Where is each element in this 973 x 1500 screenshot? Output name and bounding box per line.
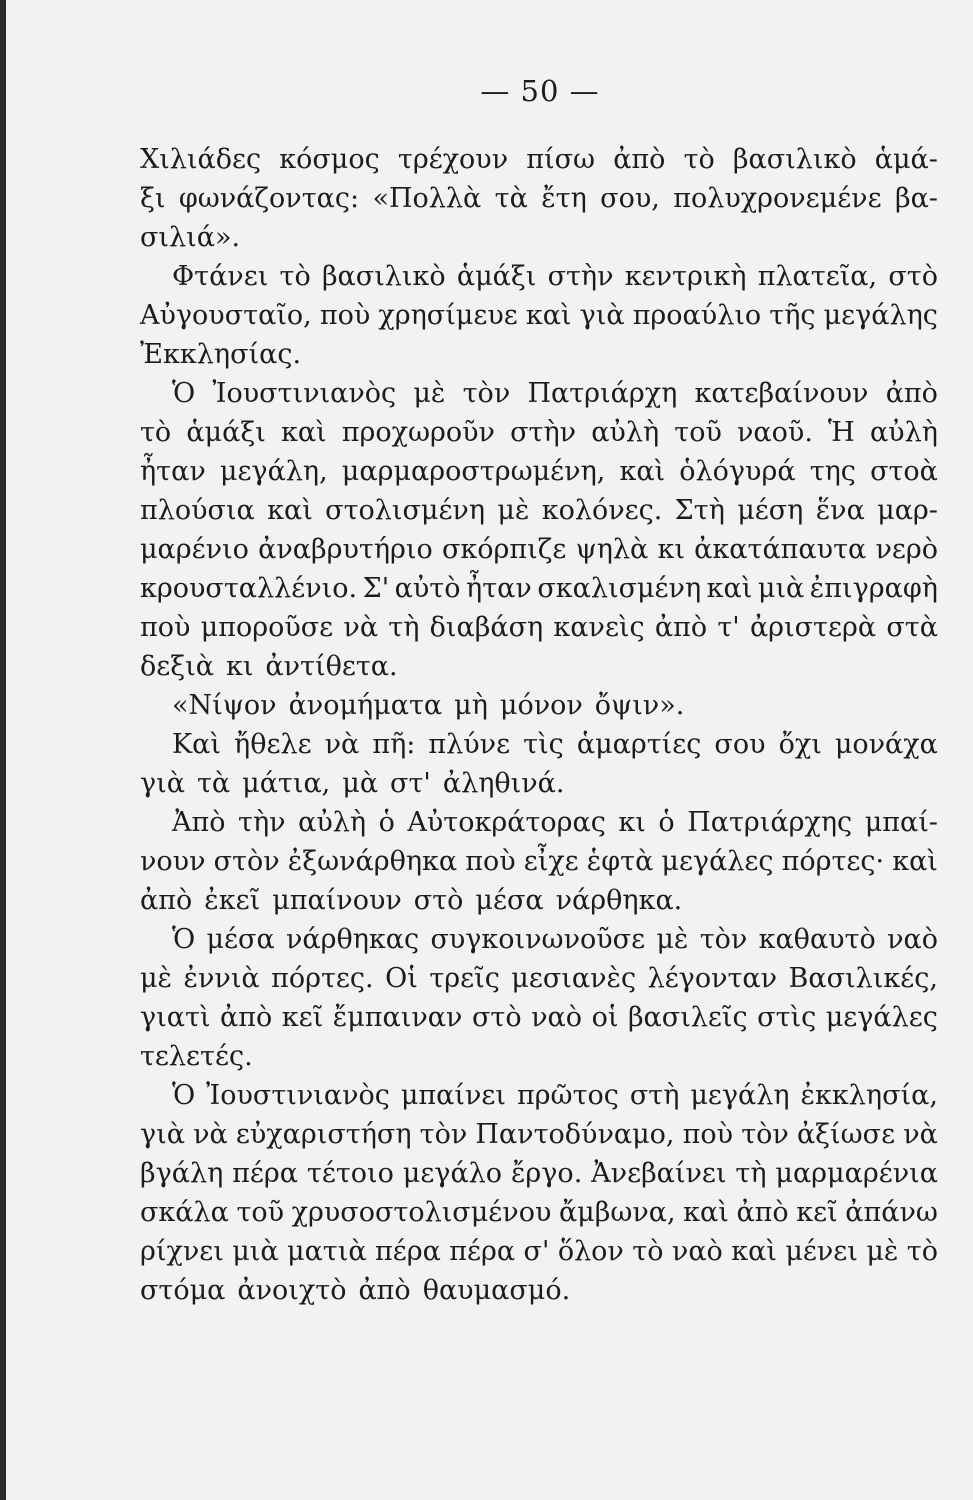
word: δεξιὰ [140, 651, 214, 682]
text-line [140, 803, 938, 843]
text-line [140, 413, 938, 453]
text-line [140, 1193, 938, 1233]
word: Αὐτοκράτορας [407, 807, 606, 838]
word: κατεβαίνουν [694, 378, 869, 409]
word: τέτοιο [306, 1158, 394, 1189]
word: σκόρπιζε [441, 534, 567, 565]
word: στὴν [510, 417, 577, 448]
word: πόρτες· [781, 846, 885, 877]
word: χρησίμευε [378, 300, 518, 331]
text-line [140, 335, 938, 375]
word: Φτάνει [172, 261, 269, 292]
word: τοῦ [674, 417, 722, 448]
word: ἀπὸ [736, 1197, 789, 1228]
word: μὲ [413, 378, 446, 409]
word: Ἐκκλησίας. [140, 339, 302, 370]
word: τὴν [238, 807, 286, 838]
text-line [140, 530, 938, 570]
text-line [140, 1115, 938, 1155]
word: γιὰ [579, 300, 625, 331]
word: ἀπὸ [220, 1002, 273, 1033]
word: πέρα [232, 1158, 299, 1189]
word: μόνον [499, 690, 583, 721]
word: κεντρικὴ [624, 261, 747, 292]
word: πρῶτος [516, 1080, 619, 1111]
word: της [809, 456, 856, 487]
word: μάτια, [242, 768, 331, 799]
word: συγκοινωνοῦσε [430, 924, 646, 955]
word: ἁμάξι [186, 417, 266, 448]
text-line [140, 491, 938, 531]
word: ποὺ [319, 300, 371, 331]
word: στόμα [140, 1275, 226, 1306]
word: τ' [717, 612, 740, 643]
word: σου [714, 729, 766, 760]
word: ναὸ [671, 1236, 723, 1267]
word: νερὸ [875, 534, 938, 565]
text-line [140, 179, 938, 219]
word: μεγάλες [825, 1002, 938, 1033]
word: ὅλον [557, 1236, 624, 1267]
word: μεγάλες [661, 846, 774, 877]
word: στὸν [213, 846, 280, 877]
word: τὸν [699, 924, 748, 955]
word: ἀπὸ [613, 144, 666, 175]
word: καὶ [267, 495, 313, 526]
word: αὐλὴ [591, 417, 660, 448]
word: ἀναβρυτήριο [258, 534, 433, 565]
text-line [140, 725, 938, 765]
word: μὲ [656, 924, 689, 955]
word: ποὺ [465, 846, 516, 877]
word: τὸν [462, 378, 511, 409]
word: στολισμένη [325, 495, 486, 526]
word: ἀκατάπαυτα [694, 534, 867, 565]
word: μπαίνει [400, 1080, 506, 1111]
word: θαυμασμό. [422, 1275, 571, 1306]
word: καὶ [525, 300, 572, 331]
word: Πατριάρχης [687, 807, 853, 838]
word: ὄψιν». [594, 690, 685, 721]
word: ἕνα [815, 495, 865, 526]
word: τοῦ [236, 1197, 285, 1228]
word: ποὺ [140, 612, 191, 643]
word: μὴ [454, 690, 488, 721]
word: μπαίνουν [272, 885, 402, 916]
word: Ἰουστινιανὸς [212, 378, 397, 409]
word: ὄχι [778, 729, 822, 760]
word: Παντοδύναμο, [475, 1119, 675, 1150]
word: εὐχαριστήση [235, 1119, 412, 1150]
word: τὶς [523, 729, 564, 760]
word: κι [618, 807, 646, 838]
word: ὁ [378, 807, 395, 838]
word: Οἱ [385, 963, 418, 994]
word: αὐλὴ [869, 417, 938, 448]
word: ἄμβωνα, [558, 1197, 676, 1228]
text-line [140, 296, 938, 336]
word: στὴν [547, 261, 614, 292]
word: ἁμά- [874, 144, 938, 175]
text-line [140, 686, 938, 726]
word: ματιὰ [287, 1236, 367, 1267]
word: σιλιά». [140, 222, 241, 253]
word: γιὰ [140, 768, 185, 799]
word: Ἀνεβαίνει [591, 1158, 727, 1189]
word: Ἰουστινιανὸς [206, 1080, 390, 1111]
text-line [140, 959, 938, 999]
word: μεγάλο [402, 1158, 503, 1189]
word: ποὺ [682, 1119, 734, 1150]
word: χρυσοστολισμένου [291, 1197, 552, 1228]
word: κολόνες. [541, 495, 663, 526]
word: μεσιανὲς [511, 963, 637, 994]
word: καὶ [731, 1236, 777, 1267]
word: πλατεῖα, [757, 261, 878, 292]
word: ἀπὸ [885, 378, 938, 409]
word: βα- [894, 183, 938, 214]
page-scan-edge [0, 0, 6, 1500]
word: Καὶ [172, 729, 221, 760]
text-line [140, 569, 938, 609]
word: βασιλεῖς [627, 1002, 748, 1033]
word: Ὁ [172, 378, 196, 409]
word: τὸ [140, 417, 172, 448]
word: Ἡ [828, 417, 855, 448]
word: καὶ [706, 573, 753, 604]
text-line [140, 1271, 938, 1311]
word: προαύλιο [632, 300, 762, 331]
word: μέση [737, 495, 804, 526]
word: βγάλη [140, 1158, 224, 1189]
word: μὰ [342, 768, 379, 799]
word: μὲ [140, 963, 173, 994]
word: ναοῦ. [737, 417, 813, 448]
word: ἦταν [140, 456, 206, 487]
word: νάρθηκα. [555, 885, 683, 916]
word: ξι [140, 183, 166, 214]
text-line [140, 1037, 938, 1077]
word: στὴ [629, 1080, 680, 1111]
word: τὸ [683, 144, 715, 175]
word: τὸ [279, 261, 311, 292]
text-line [140, 647, 938, 687]
text-line [140, 374, 938, 414]
word: νάρθηκας [285, 924, 420, 955]
word: πῆ: [372, 729, 416, 760]
text-line [140, 1154, 938, 1194]
word: ναὸ [531, 1002, 583, 1033]
word: ἁμαρτίες [576, 729, 702, 760]
word: ἑφτὰ [586, 846, 654, 877]
word: μαρένιο [140, 534, 249, 565]
word: ἀπὸ [140, 885, 193, 916]
word: μαρμαρένια [775, 1158, 938, 1189]
word: μαρ- [877, 495, 938, 526]
text-line [140, 257, 938, 297]
word: μαρμαροστρωμένη, [341, 456, 606, 487]
word: καὶ [683, 1197, 729, 1228]
word: εἶχε [523, 846, 579, 877]
word: μεγάλη [690, 1080, 790, 1111]
word: λέγονταν [647, 963, 778, 994]
word: τὴ [388, 612, 420, 643]
word: τὸ [906, 1236, 938, 1267]
text-line [140, 608, 938, 648]
text-line [140, 1232, 938, 1272]
text-line [140, 218, 938, 258]
word: βασιλικὸ [321, 261, 446, 292]
word: Σ' [362, 573, 390, 604]
word: βασιλικὸ [732, 144, 857, 175]
word: ἀπάνω [845, 1197, 938, 1228]
word: ἀνομήματα [288, 690, 443, 721]
word: ἐξωνάρθηκα [287, 846, 458, 877]
word: καθαυτὸ [758, 924, 876, 955]
word: νὰ [193, 1119, 228, 1150]
word: ἁμάξι [456, 261, 537, 292]
word: μποροῦσε [200, 612, 334, 643]
word: προχωροῦν [341, 417, 495, 448]
word: πλύνε [428, 729, 511, 760]
word: στὸ [413, 885, 464, 916]
word: πέρα [375, 1236, 441, 1267]
word: πέρα [449, 1236, 516, 1267]
word: ἔργο. [510, 1158, 583, 1189]
text-line [140, 842, 938, 882]
word: ἐκεῖ [204, 885, 261, 916]
text-line [140, 920, 938, 960]
word: ρίχνει [140, 1236, 224, 1267]
word: τρεῖς [429, 963, 500, 994]
word: ἤθελε [234, 729, 312, 760]
word: ψηλὰ [575, 534, 649, 565]
text-line [140, 998, 938, 1038]
word: Ὁ [172, 1080, 196, 1111]
word: νὰ [324, 729, 360, 760]
word: φωνάζοντας: [178, 183, 360, 214]
word: ἀπὸ [358, 1275, 411, 1306]
word: ὁλόγυρά [679, 456, 796, 487]
word: «Νίψον [172, 690, 277, 721]
text-line [140, 764, 938, 804]
word: μὲ [497, 495, 530, 526]
word: Ἀπὸ [172, 807, 226, 838]
word: ναὸ [887, 924, 938, 955]
word: πόρτες. [271, 963, 374, 994]
word: κι [657, 534, 685, 565]
word: τῆς [769, 300, 816, 331]
word: Στὴ [674, 495, 725, 526]
word: ἦταν [466, 573, 532, 604]
word: κεῖ [281, 1002, 324, 1033]
word: στὸ [471, 1002, 522, 1033]
word: κανεὶς [553, 612, 645, 643]
word: Ὁ [172, 924, 196, 955]
word: γιὰ [140, 1119, 185, 1150]
text-line [140, 1076, 938, 1116]
word: σκαλισμένη [537, 573, 702, 604]
word: ἀντίθετα. [265, 651, 398, 682]
word: ἀνοιχτὸ [237, 1275, 347, 1306]
word: κεῖ [796, 1197, 838, 1228]
word: μεγάλη, [219, 456, 328, 487]
word: πολυχρονεμένε [673, 183, 882, 214]
word: ἐννιὰ [183, 963, 260, 994]
word: κρουσταλλένιο. [140, 573, 358, 604]
word: καὶ [619, 456, 666, 487]
word: μονάχα [834, 729, 938, 760]
word: στ' [390, 768, 431, 799]
word: καὶ [280, 417, 327, 448]
word: αὐλὴ [298, 807, 367, 838]
word: τὸν [741, 1119, 789, 1150]
word: μένει [785, 1236, 858, 1267]
word: στὸ [888, 261, 938, 292]
word: μπαί- [864, 807, 938, 838]
word: νουν [140, 846, 206, 877]
word: τρέχουν [397, 144, 509, 175]
word: στὶς [757, 1002, 817, 1033]
word: τὰ [196, 768, 231, 799]
word: «Πολλὰ [372, 183, 482, 214]
word: στοὰ [870, 456, 938, 487]
word: καὶ [892, 846, 938, 877]
word: ἀληθινά. [442, 768, 565, 799]
word: μιὰ [757, 573, 805, 604]
text-line [140, 881, 938, 921]
word: σκάλα [140, 1197, 229, 1228]
word: σ' [523, 1236, 550, 1267]
text-line [140, 140, 938, 180]
word: ἀπὸ [654, 612, 708, 643]
word: Αὐγουσταῖο, [140, 300, 312, 331]
word: ἀξίωσε [796, 1119, 896, 1150]
word: Πατριάρχη [527, 378, 678, 409]
word: σου, [600, 183, 660, 214]
page-number: — 50 — [480, 74, 600, 108]
word: τὰ [494, 183, 528, 214]
word: ἔμπαιναν [332, 1002, 463, 1033]
word: στὰ [886, 612, 938, 643]
word: Βασιλικές, [788, 963, 938, 994]
word: τὴ [735, 1158, 767, 1189]
word: ἐκκλησία, [800, 1080, 938, 1111]
word: νὰ [343, 612, 379, 643]
word: μὲ [866, 1236, 899, 1267]
text-line [140, 452, 938, 492]
word: πίσω [526, 144, 596, 175]
word: τὸν [419, 1119, 468, 1150]
word: κι [225, 651, 254, 682]
word: μέσα [206, 924, 275, 955]
word: ἐπιγραφὴ [809, 573, 938, 604]
word: τὸ [632, 1236, 664, 1267]
word: κόσμος [279, 144, 380, 175]
word: αὐτὸ [394, 573, 461, 604]
word: μέσα [475, 885, 544, 916]
word: μεγάλης [823, 300, 938, 331]
word: διαβάση [429, 612, 544, 643]
word: μιὰ [232, 1236, 279, 1267]
word: Χιλιάδες [140, 144, 262, 175]
word: νὰ [903, 1119, 938, 1150]
word: ἀριστερὰ [749, 612, 877, 643]
word: ἔτη [541, 183, 587, 214]
word: πλούσια [140, 495, 255, 526]
word: γιατὶ [140, 1002, 211, 1033]
word: οἱ [591, 1002, 619, 1033]
word: τελετές. [140, 1041, 253, 1072]
word: ὁ [658, 807, 675, 838]
